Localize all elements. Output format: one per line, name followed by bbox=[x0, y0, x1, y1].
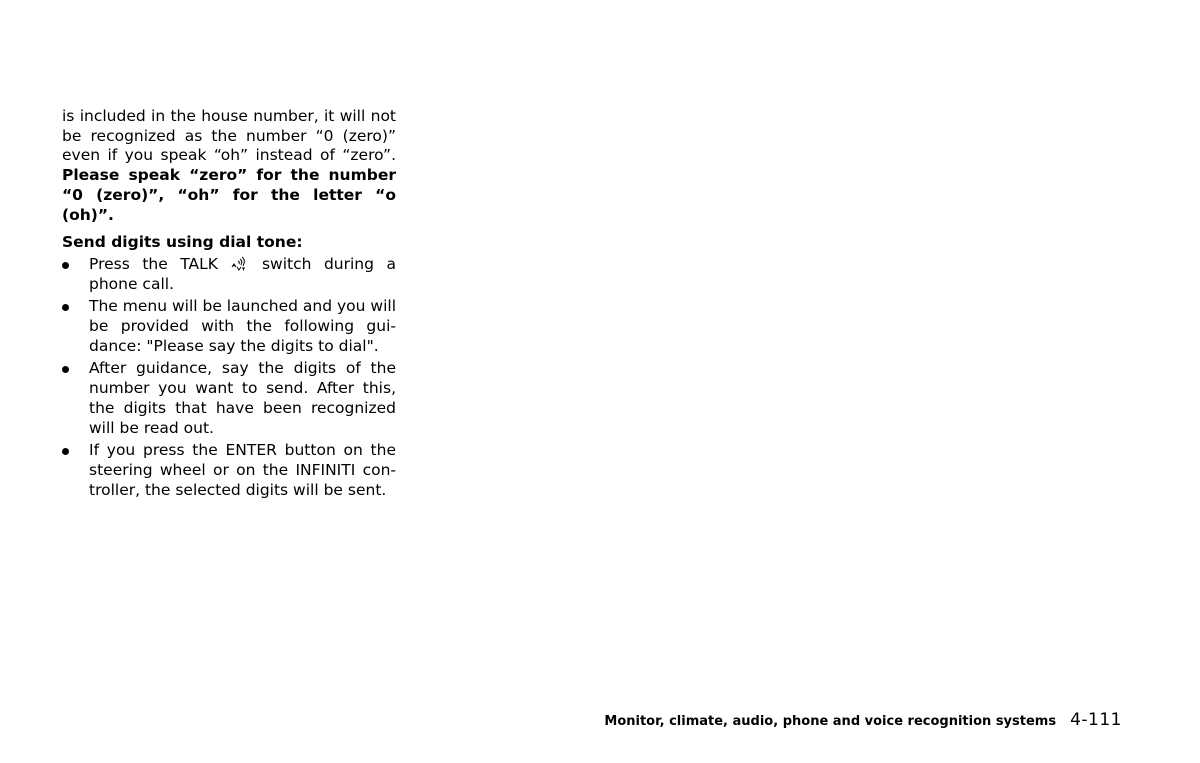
list-item bbox=[62, 441, 396, 500]
bullet-icon bbox=[62, 366, 69, 373]
bullet-icon bbox=[62, 448, 69, 455]
footer-section-title: Monitor, climate, audio, phone and voice recognition systems bbox=[604, 714, 1057, 729]
list-item-text: If you press the ENTER button on the steering wheel or on the INFINITI con- troller, the selected digits will be sent. bbox=[89, 441, 396, 499]
intro-text: is included in the house number, it will not be recognized as the number “0 (zero)” even if you speak “oh” instead of “zero”. bbox=[62, 107, 396, 165]
talk-switch-icon bbox=[230, 255, 248, 271]
list-item-text-before-icon: Press the TALK bbox=[89, 254, 218, 273]
instruction-list bbox=[62, 255, 396, 500]
bullet-icon bbox=[62, 304, 69, 311]
bullet-icon bbox=[62, 262, 69, 269]
list-item-text-after-icon: switch during a phone call. bbox=[89, 254, 396, 293]
text-column bbox=[62, 107, 396, 503]
page-number: 4-111 bbox=[1070, 710, 1122, 730]
list-item bbox=[62, 297, 396, 356]
page-footer bbox=[604, 710, 1122, 730]
list-item-text: After guidance, say the digits of the number you want to send. After this, the digits that have been recognized will be read out. bbox=[89, 359, 396, 437]
section-heading: Send digits using dial tone: bbox=[62, 233, 303, 252]
intro-paragraph bbox=[62, 107, 396, 225]
list-item-text: The menu will be launched and you will be provided with the following gui- dance: "Please say the digits to dial". bbox=[89, 297, 396, 355]
intro-bold-text: Please speak “zero” for the number “0 (zero)”, “oh” for the letter “o (oh)”. bbox=[62, 166, 396, 224]
list-item bbox=[62, 359, 396, 438]
list-item bbox=[62, 255, 396, 294]
